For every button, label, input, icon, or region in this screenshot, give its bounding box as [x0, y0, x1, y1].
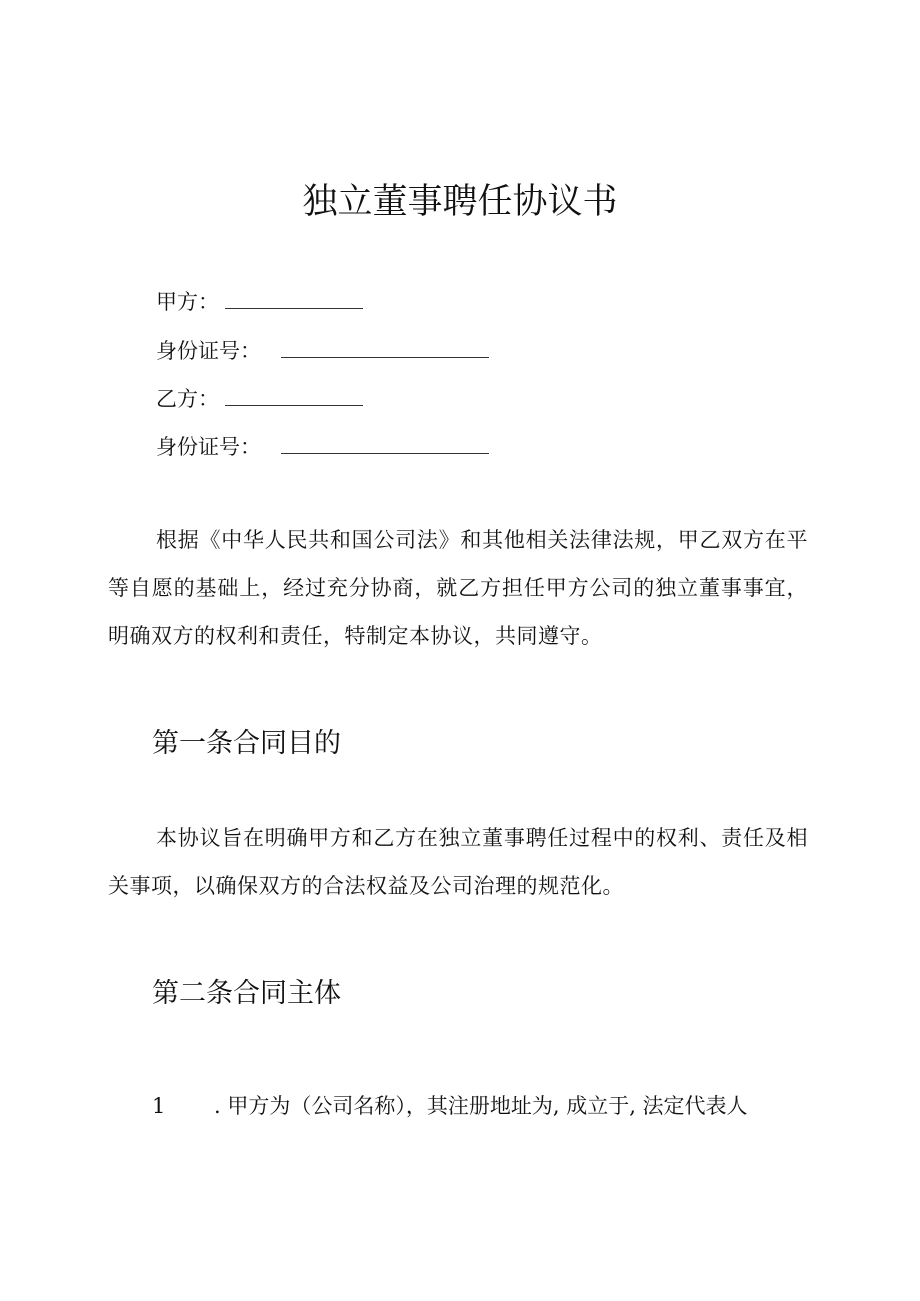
party-a-label: 甲方： [156, 290, 219, 314]
party-a-id-label: 身份证号： [156, 339, 261, 363]
party-a-field [156, 287, 363, 317]
party-b-label: 乙方： [156, 387, 219, 411]
item-number: 1 [152, 1094, 166, 1118]
section-1-heading: 第一条合同目的 [152, 728, 341, 759]
party-b-blank [225, 385, 363, 406]
item-text: . 甲方为（公司名称），其注册地址为, 成立于, 法定代表人 [214, 1094, 748, 1118]
party-a-id-blank [281, 337, 489, 358]
party-b-id-field [156, 432, 489, 462]
document-title: 独立董事聘任协议书 [302, 182, 618, 222]
section-1-body: 本协议旨在明确甲方和乙方在独立董事聘任过程中的权利、责任及相关事项，以确保双方的合法权益及公司治理的规范化。 [108, 826, 808, 898]
party-b-id-blank [281, 433, 489, 454]
section-2-item-1 [152, 1090, 748, 1122]
party-a-blank [225, 288, 363, 309]
section-2-heading: 第二条合同主体 [152, 978, 341, 1009]
party-b-id-label: 身份证号： [156, 435, 261, 459]
intro-paragraph: 根据《中华人民共和国公司法》和其他相关法律法规，甲乙双方在平等自愿的基础上，经过充分协商，就乙方担任甲方公司的独立董事事宜，明确双方的权利和责任，特制定本协议，共同遵守。 [108, 528, 808, 648]
party-b-field [156, 384, 363, 414]
party-a-id-field [156, 336, 489, 366]
